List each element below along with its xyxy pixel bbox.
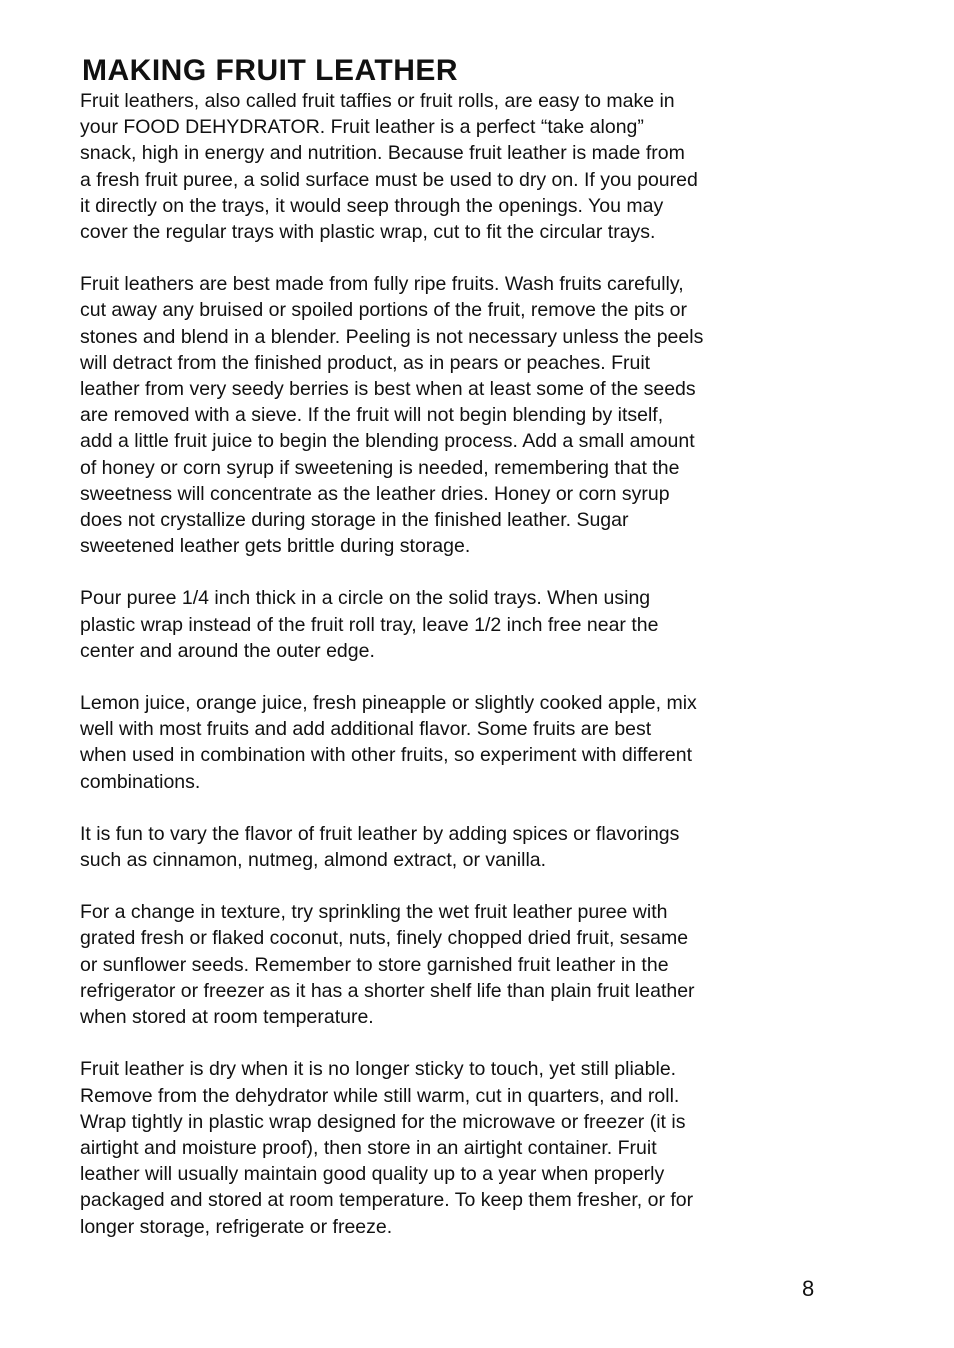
text-line: airtight and moisture proof), then store in an airtight container. Fruit [80, 1136, 657, 1159]
text-line: add a little fruit juice to begin the blending process. Add a small amount [80, 430, 695, 453]
text-line: when stored at room temperature. [80, 1006, 374, 1029]
paragraph-storage [80, 1056, 840, 1239]
text-line: refrigerator or freezer as it has a shorter shelf life than plain fruit leather [80, 979, 695, 1002]
text-line: snack, high in energy and nutrition. Because fruit leather is made from [80, 142, 685, 165]
text-line: Remove from the dehydrator while still warm, cut in quarters, and roll. [80, 1084, 680, 1107]
text-line: Wrap tightly in plastic wrap designed for the microwave or freezer (it is [80, 1110, 686, 1133]
text-line: leather will usually maintain good quality up to a year when properly [80, 1163, 665, 1186]
paragraph-texture [80, 899, 840, 1030]
text-line: sweetened leather gets brittle during storage. [80, 535, 471, 558]
text-line: Fruit leather is dry when it is no longer sticky to touch, yet still pliable. [80, 1058, 677, 1081]
text-line: plastic wrap instead of the fruit roll tray, leave 1/2 inch free near the [80, 613, 659, 636]
text-line: your FOOD DEHYDRATOR. Fruit leather is a perfect “take along” [80, 116, 644, 139]
text-line: will detract from the finished product, as in pears or peaches. Fruit [80, 351, 651, 374]
paragraph-preparation [80, 271, 840, 559]
text-line: combinations. [80, 770, 201, 793]
text-line: leather from very seedy berries is best when at least some of the seeds [80, 378, 696, 401]
text-line: does not crystallize during storage in the finished leather. Sugar [80, 509, 629, 532]
text-line: longer storage, refrigerate or freeze. [80, 1215, 393, 1238]
text-line: or sunflower seeds. Remember to store garnished fruit leather in the [80, 953, 669, 976]
text-line: a fresh fruit puree, a solid surface must be used to dry on. If you poured [80, 168, 698, 191]
text-line: sweetness will concentrate as the leather dries. Honey or corn syrup [80, 482, 670, 505]
text-line: stones and blend in a blender. Peeling is not necessary unless the peels [80, 325, 704, 348]
text-line: when used in combination with other fruits, so experiment with different [80, 744, 693, 767]
text-line: such as cinnamon, nutmeg, almond extract, or vanilla. [80, 849, 547, 872]
paragraph-pouring [80, 585, 840, 664]
page-title: MAKING FRUIT LEATHER [82, 54, 459, 87]
text-line: cover the regular trays with plastic wrap, cut to fit the circular trays. [80, 221, 656, 244]
text-line: are removed with a sieve. If the fruit will not begin blending by itself, [80, 404, 664, 427]
text-line: It is fun to vary the flavor of fruit leather by adding spices or flavorings [80, 822, 680, 845]
text-line: Fruit leathers are best made from fully ripe fruits. Wash fruits carefully, [80, 273, 684, 296]
text-line: Lemon juice, orange juice, fresh pineapple or slightly cooked apple, mix [80, 692, 697, 715]
text-line: packaged and stored at room temperature. To keep them fresher, or for [80, 1189, 694, 1212]
body-text [80, 88, 840, 1266]
text-line: it directly on the trays, it would seep through the openings. You may [80, 194, 664, 217]
text-line: For a change in texture, try sprinkling the wet fruit leather puree with [80, 901, 668, 924]
text-line: cut away any bruised or spoiled portions of the fruit, remove the pits or [80, 299, 687, 322]
text-line: of honey or corn syrup if sweetening is needed, remembering that the [80, 456, 680, 479]
paragraph-flavor-juices [80, 690, 840, 795]
page-number: 8 [802, 1276, 815, 1301]
text-line: Fruit leathers, also called fruit taffies or fruit rolls, are easy to make in [80, 90, 675, 112]
paragraph-intro [80, 88, 840, 245]
paragraph-spices [80, 821, 840, 873]
text-line: well with most fruits and add additional flavor. Some fruits are best [80, 718, 652, 741]
text-line: grated fresh or flaked coconut, nuts, finely chopped dried fruit, sesame [80, 927, 689, 950]
text-line: center and around the outer edge. [80, 639, 375, 662]
text-line: Pour puree 1/4 inch thick in a circle on the solid trays. When using [80, 587, 651, 610]
